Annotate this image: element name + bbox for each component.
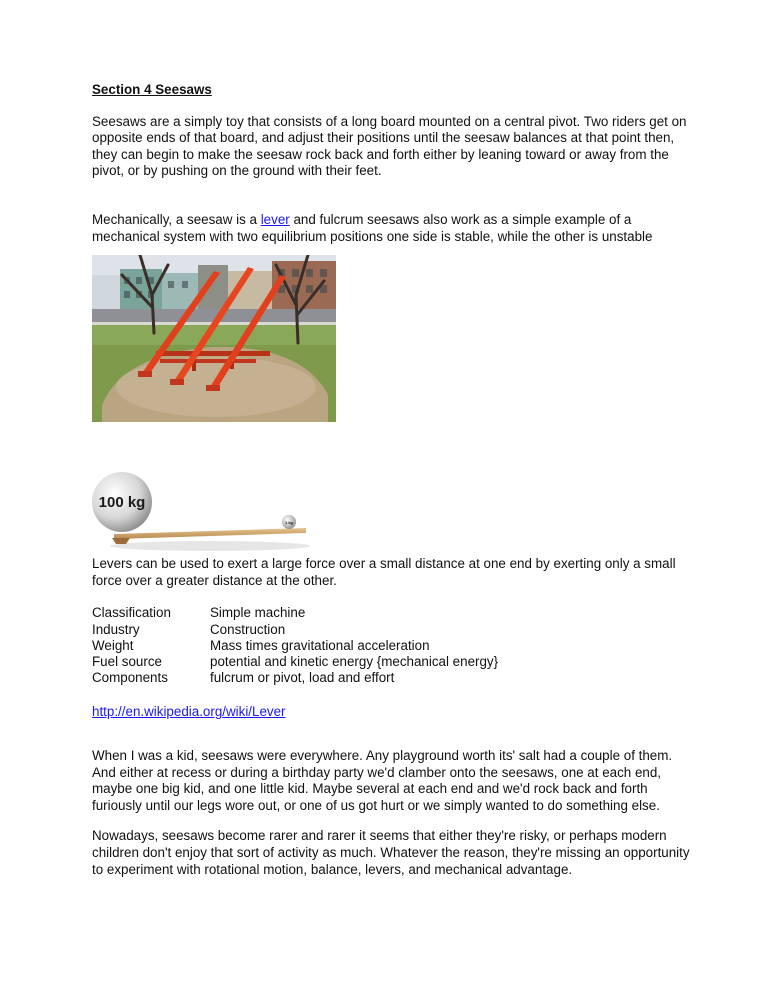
mechanical-text-after: and fulcrum seesaws also work as a simple example of a mechanical system with two equilibrium positions one side is stable, while the other is unstable (92, 211, 653, 244)
mechanical-paragraph (92, 212, 692, 245)
nowadays-paragraph: Nowadays, seesaws become rarer and rarer it seems that either they're risky, or perhaps modern children don't enjoy that sort of activity as much. Whatever the reason, they're missing an opportunity to experiment with rotational motion, balance, levers, and mechanical advantage. (92, 828, 690, 877)
spec-row (92, 638, 498, 654)
spec-key: Components (92, 670, 168, 686)
wikipedia-lever-link[interactable]: http://en.wikipedia.org/wiki/Lever (92, 704, 286, 720)
spec-key: Industry (92, 621, 140, 637)
levers-paragraph: Levers can be used to exert a large force over a small distance at one end by exerting only a small force over a greater distance at the other. (92, 556, 676, 588)
lever-illustration (92, 472, 310, 552)
kid-paragraph: When I was a kid, seesaws were everywhere. Any playground worth its' salt had a couple of them. And either at recess or during a birthday party we'd clamber onto the seesaws, one at each end, maybe one big kid, and one little kid. Maybe several at each end and we'd rock back and forth furiously until our legs wore out, or one of us got hurt or we simply wanted to do something else. (92, 747, 673, 813)
spec-row (92, 670, 498, 686)
spec-key: Fuel source (92, 653, 162, 669)
mechanical-text-before: Mechanically, a seesaw is a (92, 211, 261, 227)
spec-value: Mass times gravitational acceleration (210, 637, 430, 653)
spec-row (92, 622, 498, 638)
source-link-line (92, 704, 692, 721)
document-page (92, 82, 692, 878)
spec-key: Classification (92, 605, 171, 621)
section-heading: Section 4 Seesaws (92, 82, 212, 97)
small-weight-label: 1 kg (284, 520, 294, 526)
intro-paragraph: Seesaws are a simply toy that consists of a long board mounted on a central pivot. Two riders get on opposite ends of that board, and adjust their positions until the seesaw balances at that point then, they can begin to make the seesaw rock back and forth either by leaning toward or away from the pivot, or by pushing on the ground with their feet. (92, 113, 687, 179)
spec-value: fulcrum or pivot, load and effort (210, 670, 395, 686)
spec-row (92, 654, 498, 670)
lever-link[interactable]: lever (260, 211, 290, 227)
specs-table (92, 605, 498, 686)
big-weight-label: 100 kg (98, 494, 146, 512)
spec-key: Weight (92, 637, 134, 653)
spec-row (92, 605, 498, 621)
seesaw-photo (92, 255, 336, 422)
spec-value: potential and kinetic energy {mechanical energy} (210, 653, 499, 669)
spec-value: Simple machine (210, 605, 306, 621)
spec-value: Construction (210, 621, 286, 637)
